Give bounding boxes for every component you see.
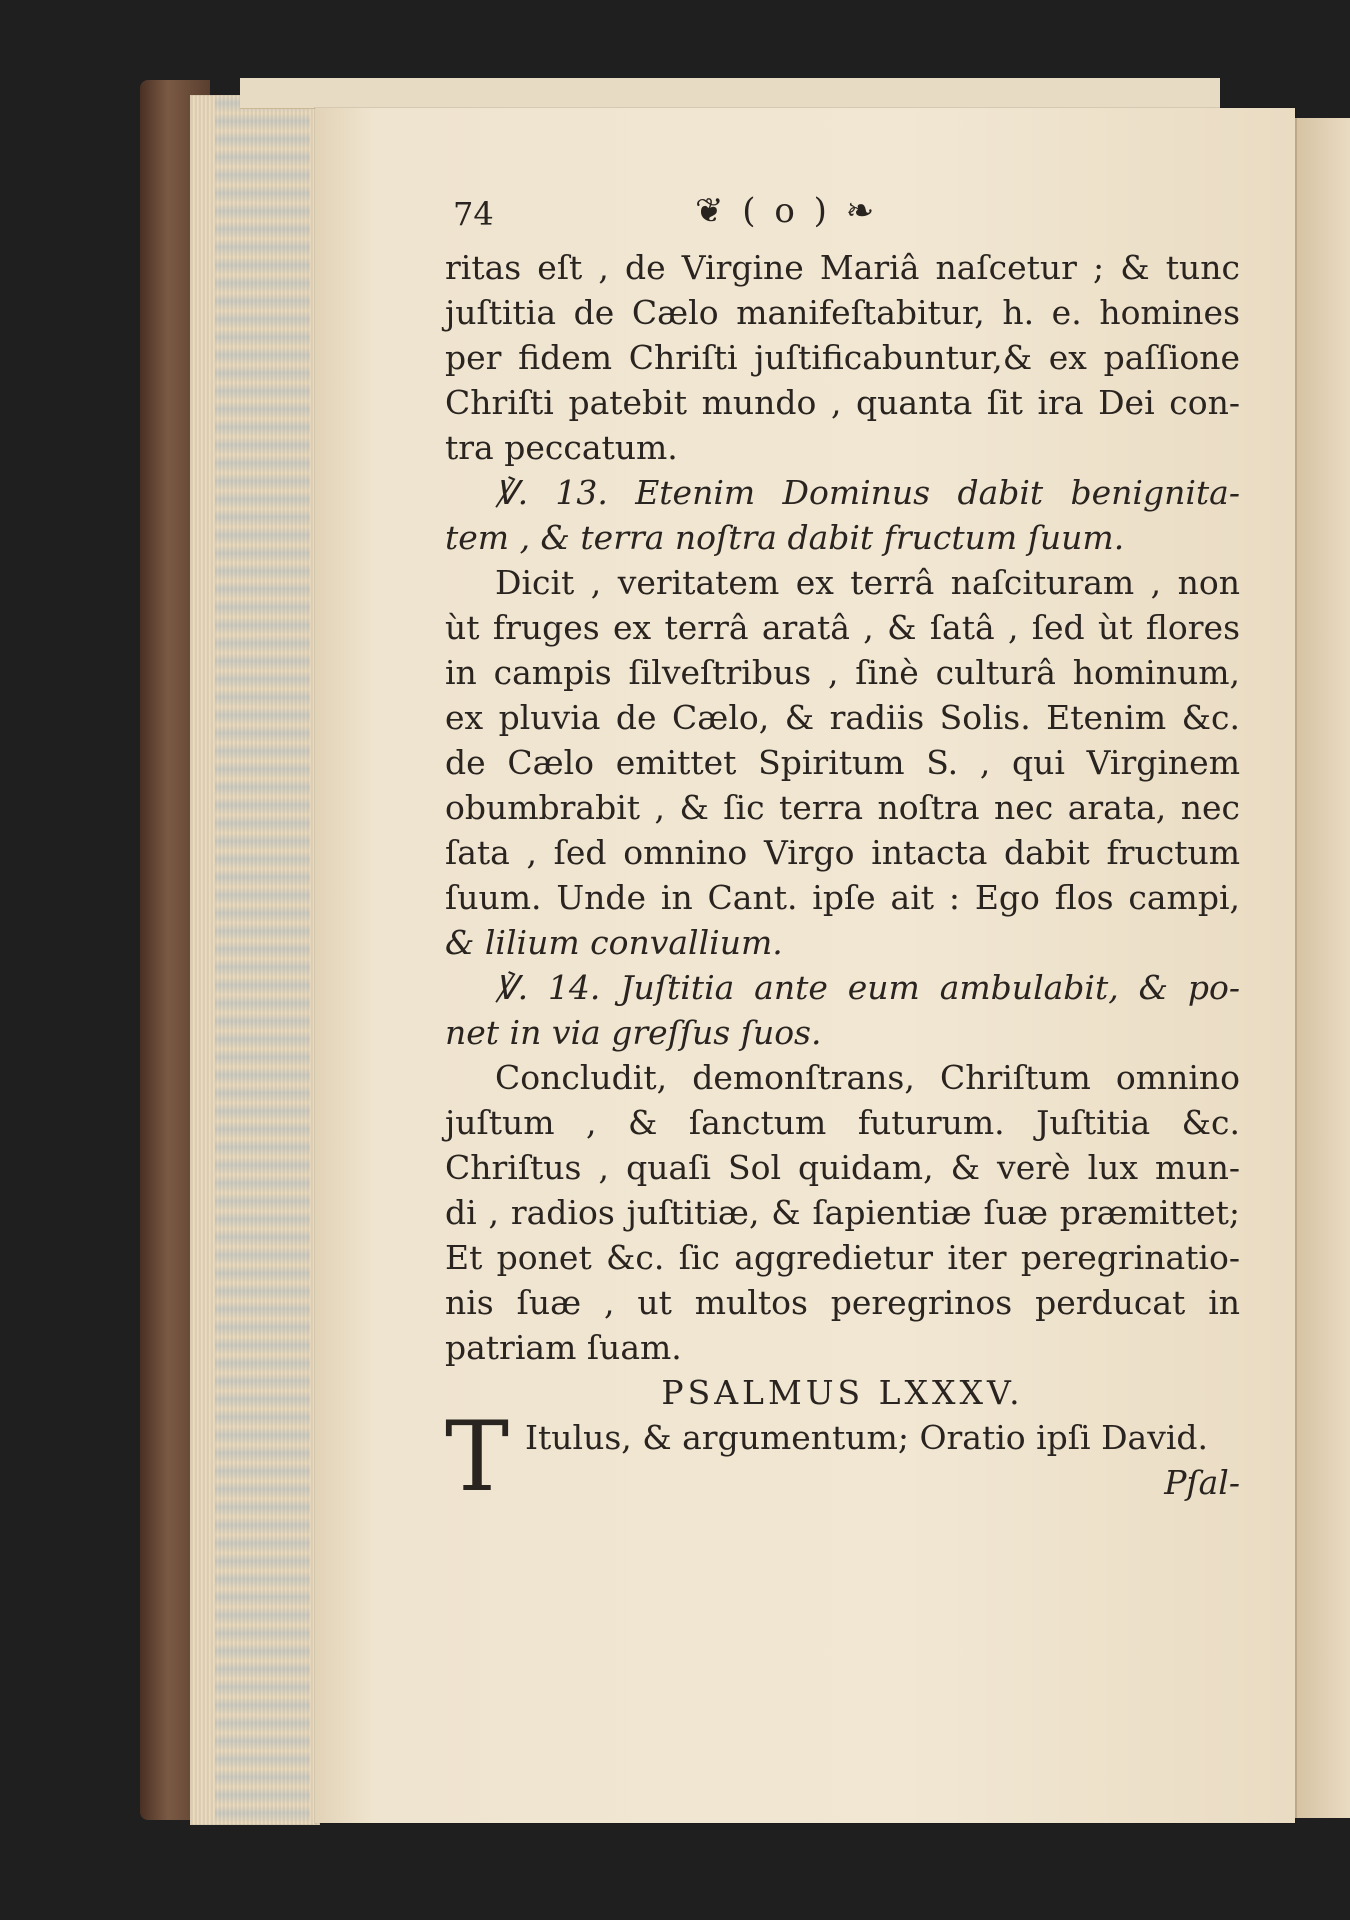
drop-cap: T [445, 1401, 510, 1513]
text-line: obumbrabit , & ſic terra noſtra nec arata, nec [445, 788, 1240, 827]
text-line: patriam ſuam. [445, 1328, 682, 1367]
text-line: ex pluvia de Cælo, & radiis Solis. Etenim &c. [445, 698, 1240, 737]
text-line: Et ponet &c. ſic aggredietur iter peregrinatio- [445, 1238, 1240, 1277]
text-line: ℣. 13. Etenim Dominus dabit benignita- [495, 473, 1240, 512]
body-lines [445, 245, 1240, 1370]
page-top-edge [240, 78, 1220, 109]
text-line: juſtum , & ſanctum futurum. Juſtitia &c. [445, 1103, 1240, 1142]
text-line: tem , & terra noſtra dabit fructum ſuum. [445, 518, 1125, 557]
text-line: Dicit , veritatem ex terrâ naſcituram , non [495, 563, 1240, 602]
page-text [445, 191, 1240, 1513]
text-line: ſata , ſed omnino Virgo intacta dabit fructum [445, 833, 1240, 872]
page-number: 74 [453, 195, 494, 233]
running-head-ornament: ❦ ( o ) ❧ [695, 191, 879, 231]
text-line: Concludit, demonſtrans, Chriſtum omnino [495, 1058, 1240, 1097]
catchword: Pſal- [1164, 1463, 1240, 1502]
text-line: di , radios juſtitiæ, & ſapientiæ ſuæ præmittet; [445, 1193, 1240, 1232]
page-edges [190, 95, 320, 1825]
text-line: ùt fruges ex terrâ aratâ , & ſatâ , ſed ùt flores [445, 608, 1240, 647]
text-line: Chriſtus , quaſi Sol quidam, & verè lux mun- [445, 1148, 1240, 1187]
page-header [445, 191, 1240, 245]
title-text: Itulus, & argumentum; Oratio ipſi David. [525, 1418, 1209, 1457]
text-line: ℣. 14. Juſtitia ante eum ambulabit, & po- [495, 968, 1240, 1007]
text-line: in campis ſilveſtribus , ſinè culturâ hominum, [445, 653, 1240, 692]
text-line: juſtitia de Cælo manifeſtabitur, h. e. homines [445, 293, 1240, 332]
psalm-heading: PSALMUS LXXXV. [661, 1373, 1024, 1412]
text-line: ritas eſt , de Virgine Mariâ naſcetur ; & tunc [445, 248, 1240, 287]
text-line: nis ſuæ , ut multos peregrinos perducat in [445, 1283, 1240, 1322]
text-line: Chriſti patebit mundo , quanta ſit ira Dei con- [445, 383, 1240, 422]
facing-page-edge [1295, 118, 1350, 1818]
text-line: net in via greſſus ſuos. [445, 1013, 822, 1052]
text-line: ſuum. Unde in Cant. ipſe ait : Ego flos campi, [445, 878, 1240, 917]
text-line: de Cælo emittet Spiritum S. , qui Virginem [445, 743, 1240, 782]
text-line: per fidem Chriſti juſtificabuntur,& ex paſſione [445, 338, 1240, 377]
text-line: & lilium convallium. [445, 923, 783, 962]
page-edge-tint [215, 95, 310, 1825]
text-line: tra peccatum. [445, 428, 678, 467]
